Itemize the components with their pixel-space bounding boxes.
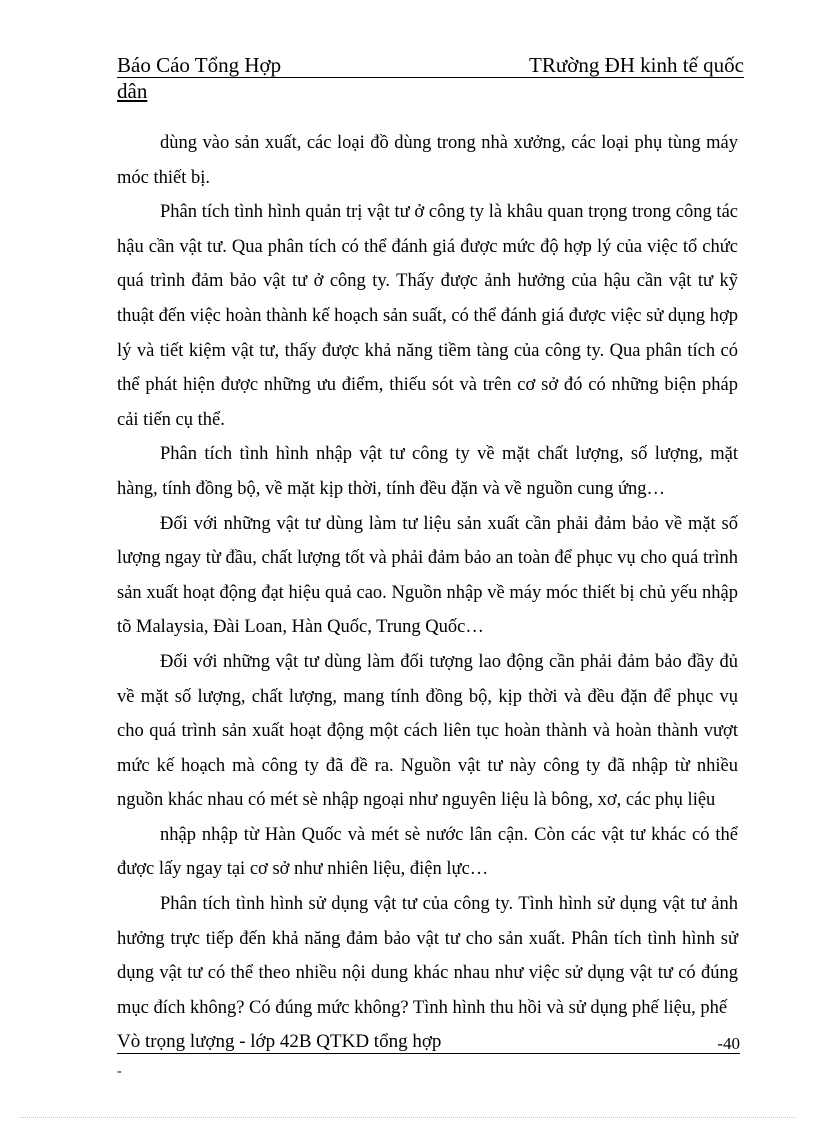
document-body [117, 126, 738, 1025]
page-bottom-border [20, 1117, 796, 1118]
paragraph: nhập nhập từ Hàn Quốc và mét sè nước lân cận. Còn các vật tư khác có thể được lấy ngay tại cơ sở như nhiên liệu, điện lực… [117, 824, 738, 880]
paragraph: Đối với những vật tư dùng làm đối tượng lao động cần phải đảm bảo đầy đủ về mặt số lượng, chất lượng, mang tính đồng bộ, kịp thời và đều đặn để phục vụ cho quá trình sản xuất hoạt động một cách liên tục hoàn thành và hoàn thành vượt mức kế hoạch mà công ty đã đề ra. Nguồn vật tư này công ty đã nhập từ nhiều nguồn khác nhau có mét sè nhập ngoại như nguyên liệu là bông, xơ, các phụ liệu [117, 651, 738, 811]
paragraph: Phân tích tình hình quản trị vật tư ở công ty là khâu quan trọng trong công tác hậu cần vật tư. Qua phân tích có thể đánh giá được mức độ hợp lý của việc tổ chức quá trình đảm bảo vật tư ở công ty. Thấy được ảnh hưởng của hậu cần vật tư kỹ thuật đến việc hoàn thành kế hoạch sản suất, có thể đánh giá được việc sử dụng hợp lý và tiết kiệm vật tư, thấy được khả năng tiềm tàng của công ty. Qua phân tích có thể phát hiện được những ưu điểm, thiếu sót và trên cơ sở đó có những biện pháp cải tiến cụ thể. [117, 202, 738, 430]
page-number-value: 40 [723, 1034, 740, 1053]
paragraph-continued: dùng vào sản xuất, các loại đồ dùng trong nhà xưởng, các loại phụ tùng máy móc thiết bị. [117, 133, 738, 188]
footer-mark: - [117, 1064, 122, 1079]
paragraph: Phân tích tình hình nhập vật tư công ty về mặt chất lượng, số lượng, mặt hàng, tính đồng bộ, về mặt kịp thời, tính đều đặn và về nguồn cung ứng… [117, 444, 738, 499]
header-rule [117, 77, 744, 78]
page-number: -40 [717, 1034, 740, 1053]
footer-rule [117, 1053, 740, 1054]
header-report-title: Báo Cáo Tổng Hợp [117, 53, 282, 77]
header-university-name: TRường ĐH kinh tế quốc [529, 53, 744, 77]
paragraph: Phân tích tình hình sử dụng vật tư của công ty. Tình hình sử dụng vật tư ảnh hưởng trực tiếp đến khả năng đảm bảo vật tư cho sản xuất. Phân tích tình hình sử dụng vật tư có thể theo nhiều nội dung khác nhau như việc sử dụng vật tư có đúng mục đích không? Có đúng mức không? Tình hình thu hồi và sử dụng phế liệu, phế [117, 894, 738, 1018]
footer-author-class: Vò trọng lượng - lớp 42B QTKD tổng hợp [117, 1031, 442, 1052]
header-university-name-continued: dân [117, 79, 148, 103]
paragraph: Đối với những vật tư dùng làm tư liệu sản xuất cần phải đảm bảo về mặt số lượng ngay từ đầu, chất lượng tốt và phải đảm bảo an toàn để phục vụ cho quá trình sản xuất hoạt động đạt hiệu quả cao. Nguồn nhập về máy móc thiết bị chủ yếu nhập tõ Malaysia, Đài Loan, Hàn Quốc, Trung Quốc… [117, 513, 738, 638]
